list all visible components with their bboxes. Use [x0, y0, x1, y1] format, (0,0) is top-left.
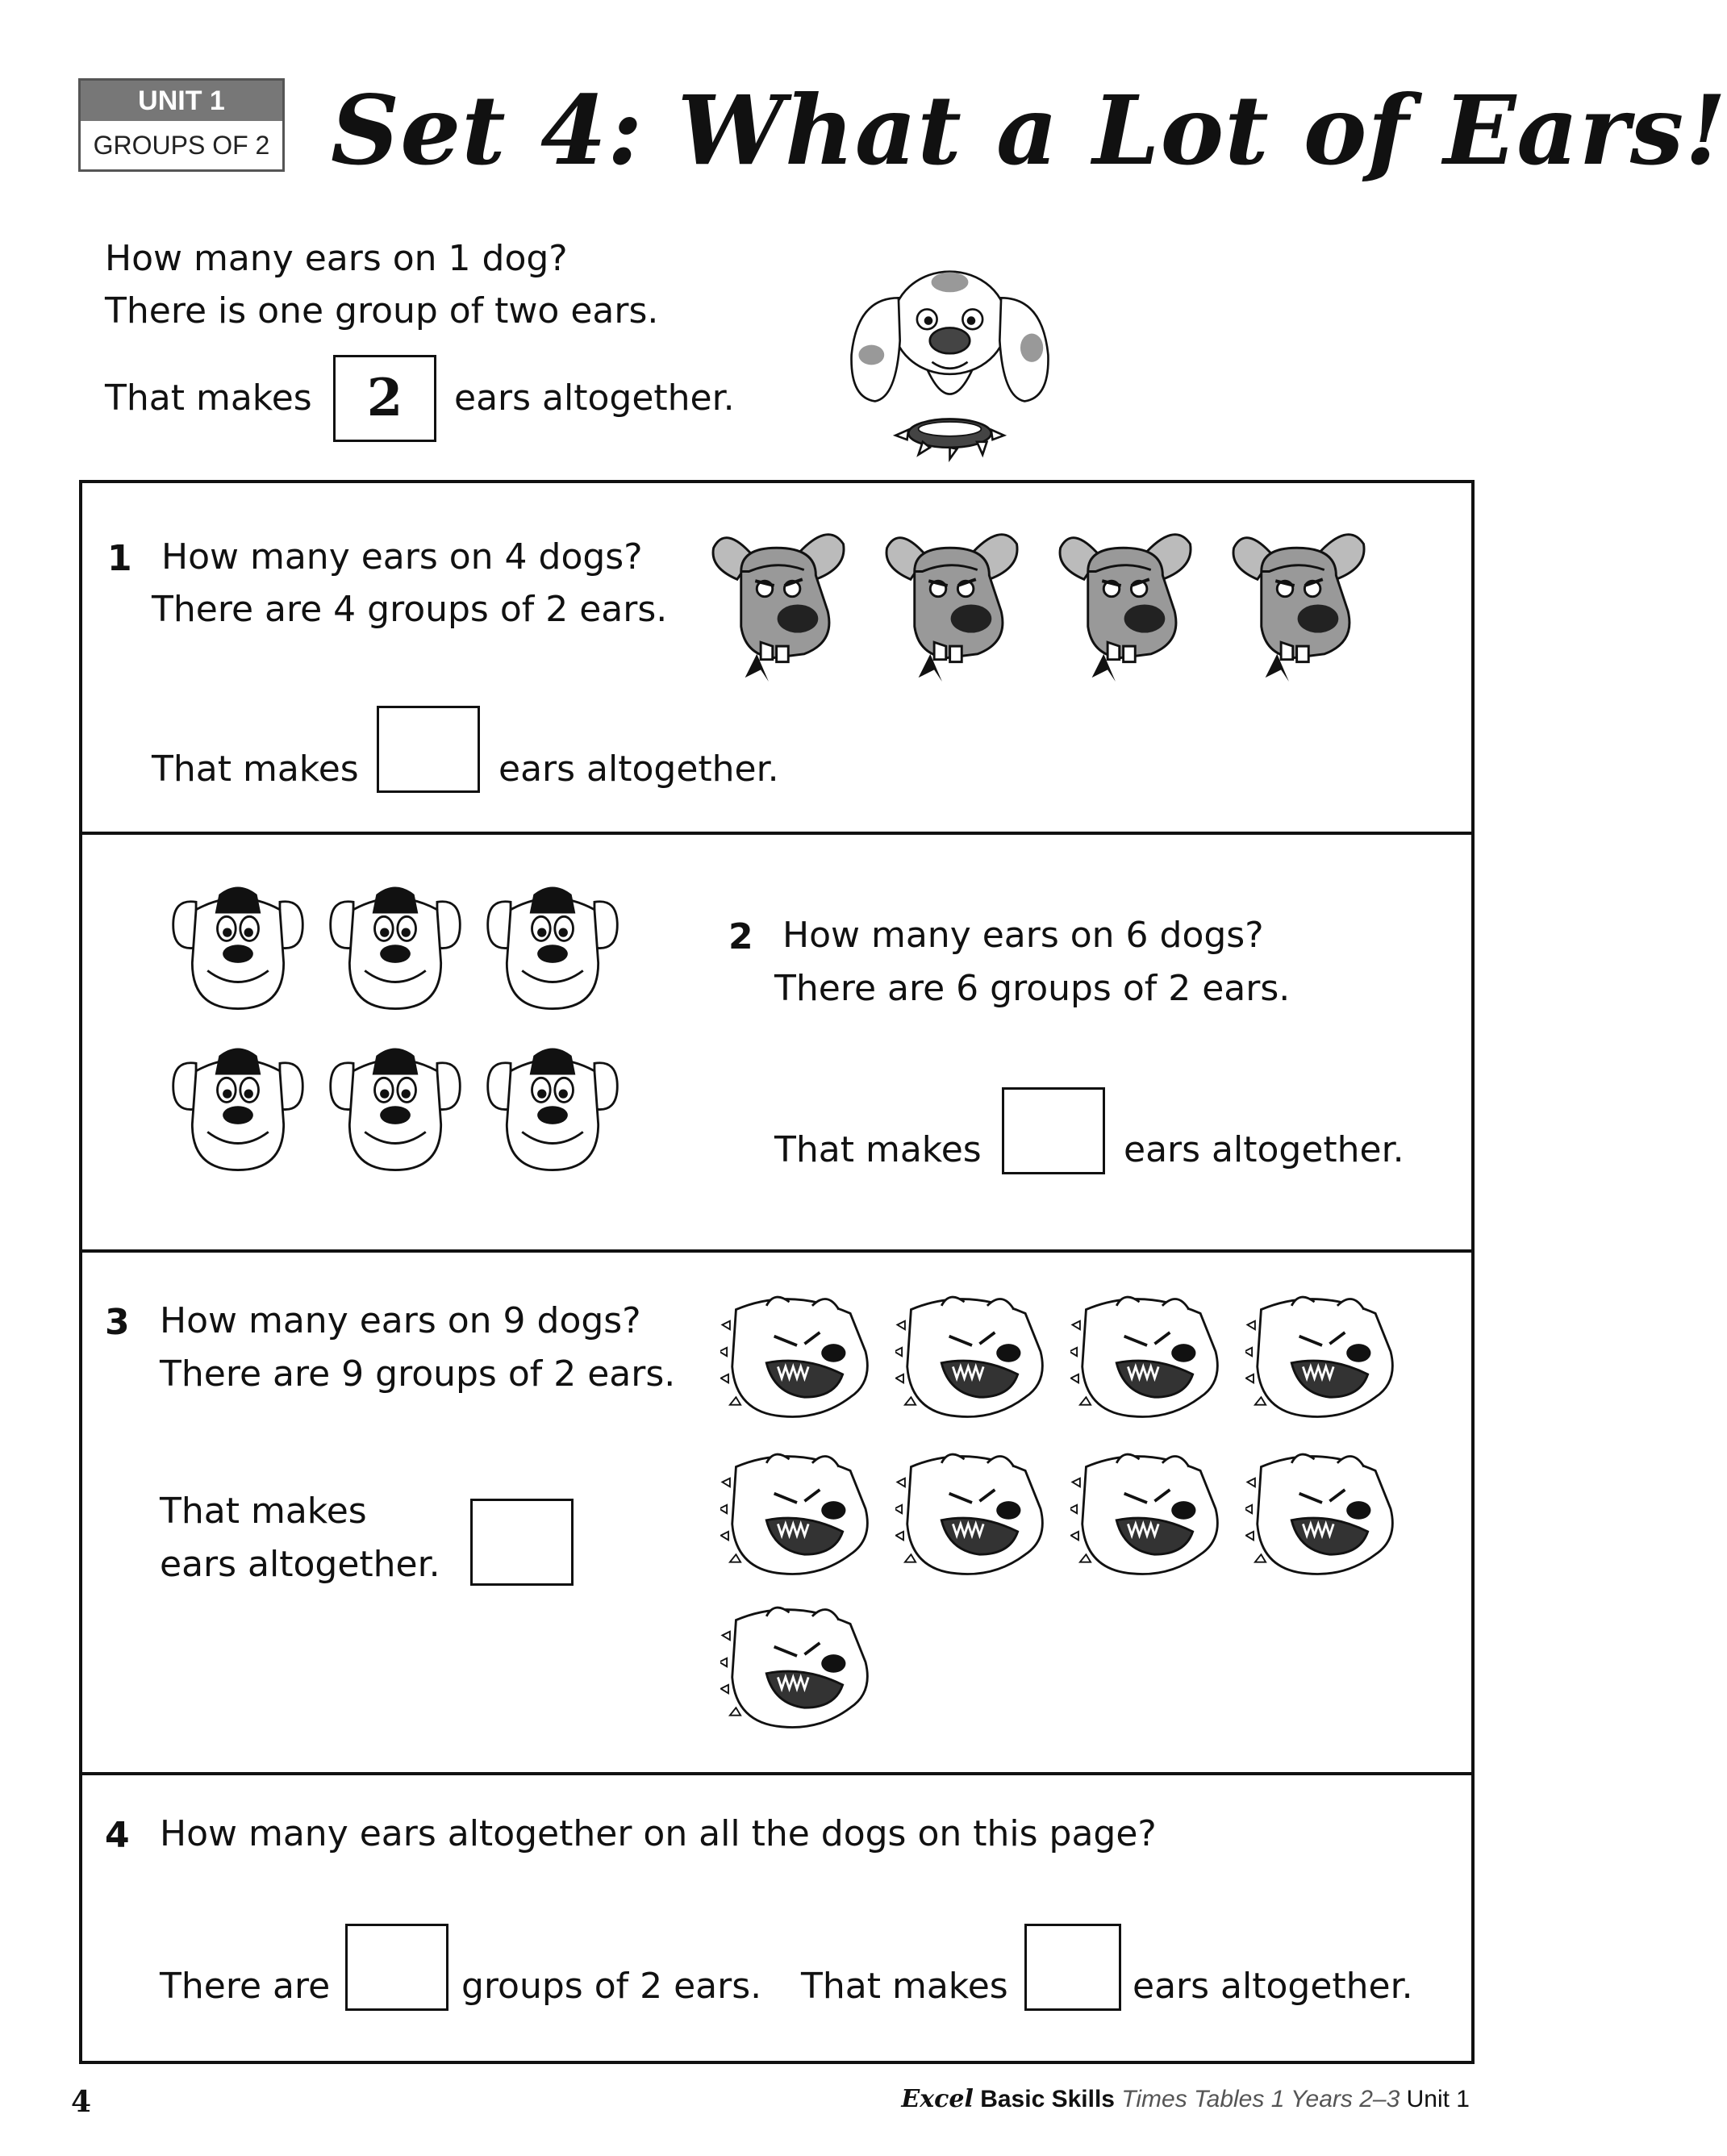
question-4-groups-box[interactable] — [345, 1924, 448, 2011]
question-1-answer-box[interactable] — [377, 706, 480, 793]
dog-illustration — [1070, 1448, 1224, 1585]
dog-illustration — [720, 1601, 874, 1738]
intro-line-2: There is one group of two ears. — [105, 290, 659, 332]
intro-dog-illustration — [843, 242, 1057, 468]
intro-line-1: How many ears on 1 dog? — [105, 238, 568, 279]
footer-book: Times Tables 1 Years 2–3 — [1121, 2086, 1400, 2112]
footer-credit — [901, 2085, 1470, 2113]
question-4-answer-box[interactable] — [1024, 1924, 1121, 2011]
unit-topic: GROUPS OF 2 — [93, 131, 270, 160]
dog-illustration — [484, 879, 621, 1016]
intro-makes-prefix: That makes — [105, 377, 312, 419]
question-3-line-1: How many ears on 9 dogs? — [160, 1300, 641, 1341]
question-3-makes-prefix: That makes — [160, 1491, 367, 1532]
dog-illustration — [169, 1040, 307, 1178]
question-1-makes-suffix: ears altogether. — [498, 749, 779, 790]
question-4-groups-suffix: groups of 2 ears. — [461, 1966, 762, 2007]
dog-illustration — [1245, 1291, 1399, 1428]
dog-illustration — [895, 1291, 1049, 1428]
question-3-line-2: There are 9 groups of 2 ears. — [160, 1353, 676, 1395]
question-3-number: 3 — [105, 1302, 130, 1343]
footer-series: Basic Skills — [980, 2086, 1115, 2112]
footer-brand: Excel — [901, 2085, 974, 2113]
intro-answer-box: 2 — [333, 355, 436, 442]
question-1-makes-prefix: That makes — [152, 749, 359, 790]
question-2-makes-prefix: That makes — [774, 1129, 982, 1170]
dog-illustration — [895, 1448, 1049, 1585]
dog-illustration — [706, 524, 855, 682]
dog-illustration — [327, 1040, 464, 1178]
dog-illustration — [327, 879, 464, 1016]
question-4-number: 4 — [105, 1815, 130, 1856]
question-2-line-1: How many ears on 6 dogs? — [782, 915, 1264, 956]
unit-label: UNIT 1 — [81, 81, 282, 121]
dog-illustration — [720, 1291, 874, 1428]
question-3-makes-suffix: ears altogether. — [160, 1544, 440, 1585]
dog-illustration — [879, 524, 1028, 682]
dog-illustration — [1053, 524, 1202, 682]
question-1-number: 1 — [107, 538, 132, 579]
dog-illustration — [1245, 1448, 1399, 1585]
question-2-number: 2 — [728, 916, 753, 957]
question-4-groups-prefix: There are — [160, 1966, 331, 2007]
question-2-makes-suffix: ears altogether. — [1124, 1129, 1404, 1170]
question-1-line-1: How many ears on 4 dogs? — [161, 536, 643, 578]
dog-illustration — [484, 1040, 621, 1178]
footer-unit: Unit 1 — [1406, 2086, 1470, 2112]
question-2-answer-box[interactable] — [1002, 1087, 1105, 1174]
question-3-answer-box[interactable] — [470, 1499, 574, 1586]
question-1-line-2: There are 4 groups of 2 ears. — [152, 589, 668, 630]
dog-illustration — [1070, 1291, 1224, 1428]
question-4-line-1: How many ears altogether on all the dogs on this page? — [160, 1813, 1157, 1854]
page-title: Set 4: What a Lot of Ears! — [331, 74, 1727, 186]
question-4-makes-prefix: That makes — [801, 1966, 1008, 2007]
dog-illustration — [1226, 524, 1375, 682]
intro-makes-suffix: ears altogether. — [454, 377, 735, 419]
question-4-makes-suffix: ears altogether. — [1133, 1966, 1413, 2007]
question-2-line-2: There are 6 groups of 2 ears. — [774, 968, 1291, 1009]
unit-badge — [78, 78, 285, 172]
dog-illustration — [169, 879, 307, 1016]
page-number: 4 — [71, 2085, 92, 2119]
dog-illustration — [720, 1448, 874, 1585]
